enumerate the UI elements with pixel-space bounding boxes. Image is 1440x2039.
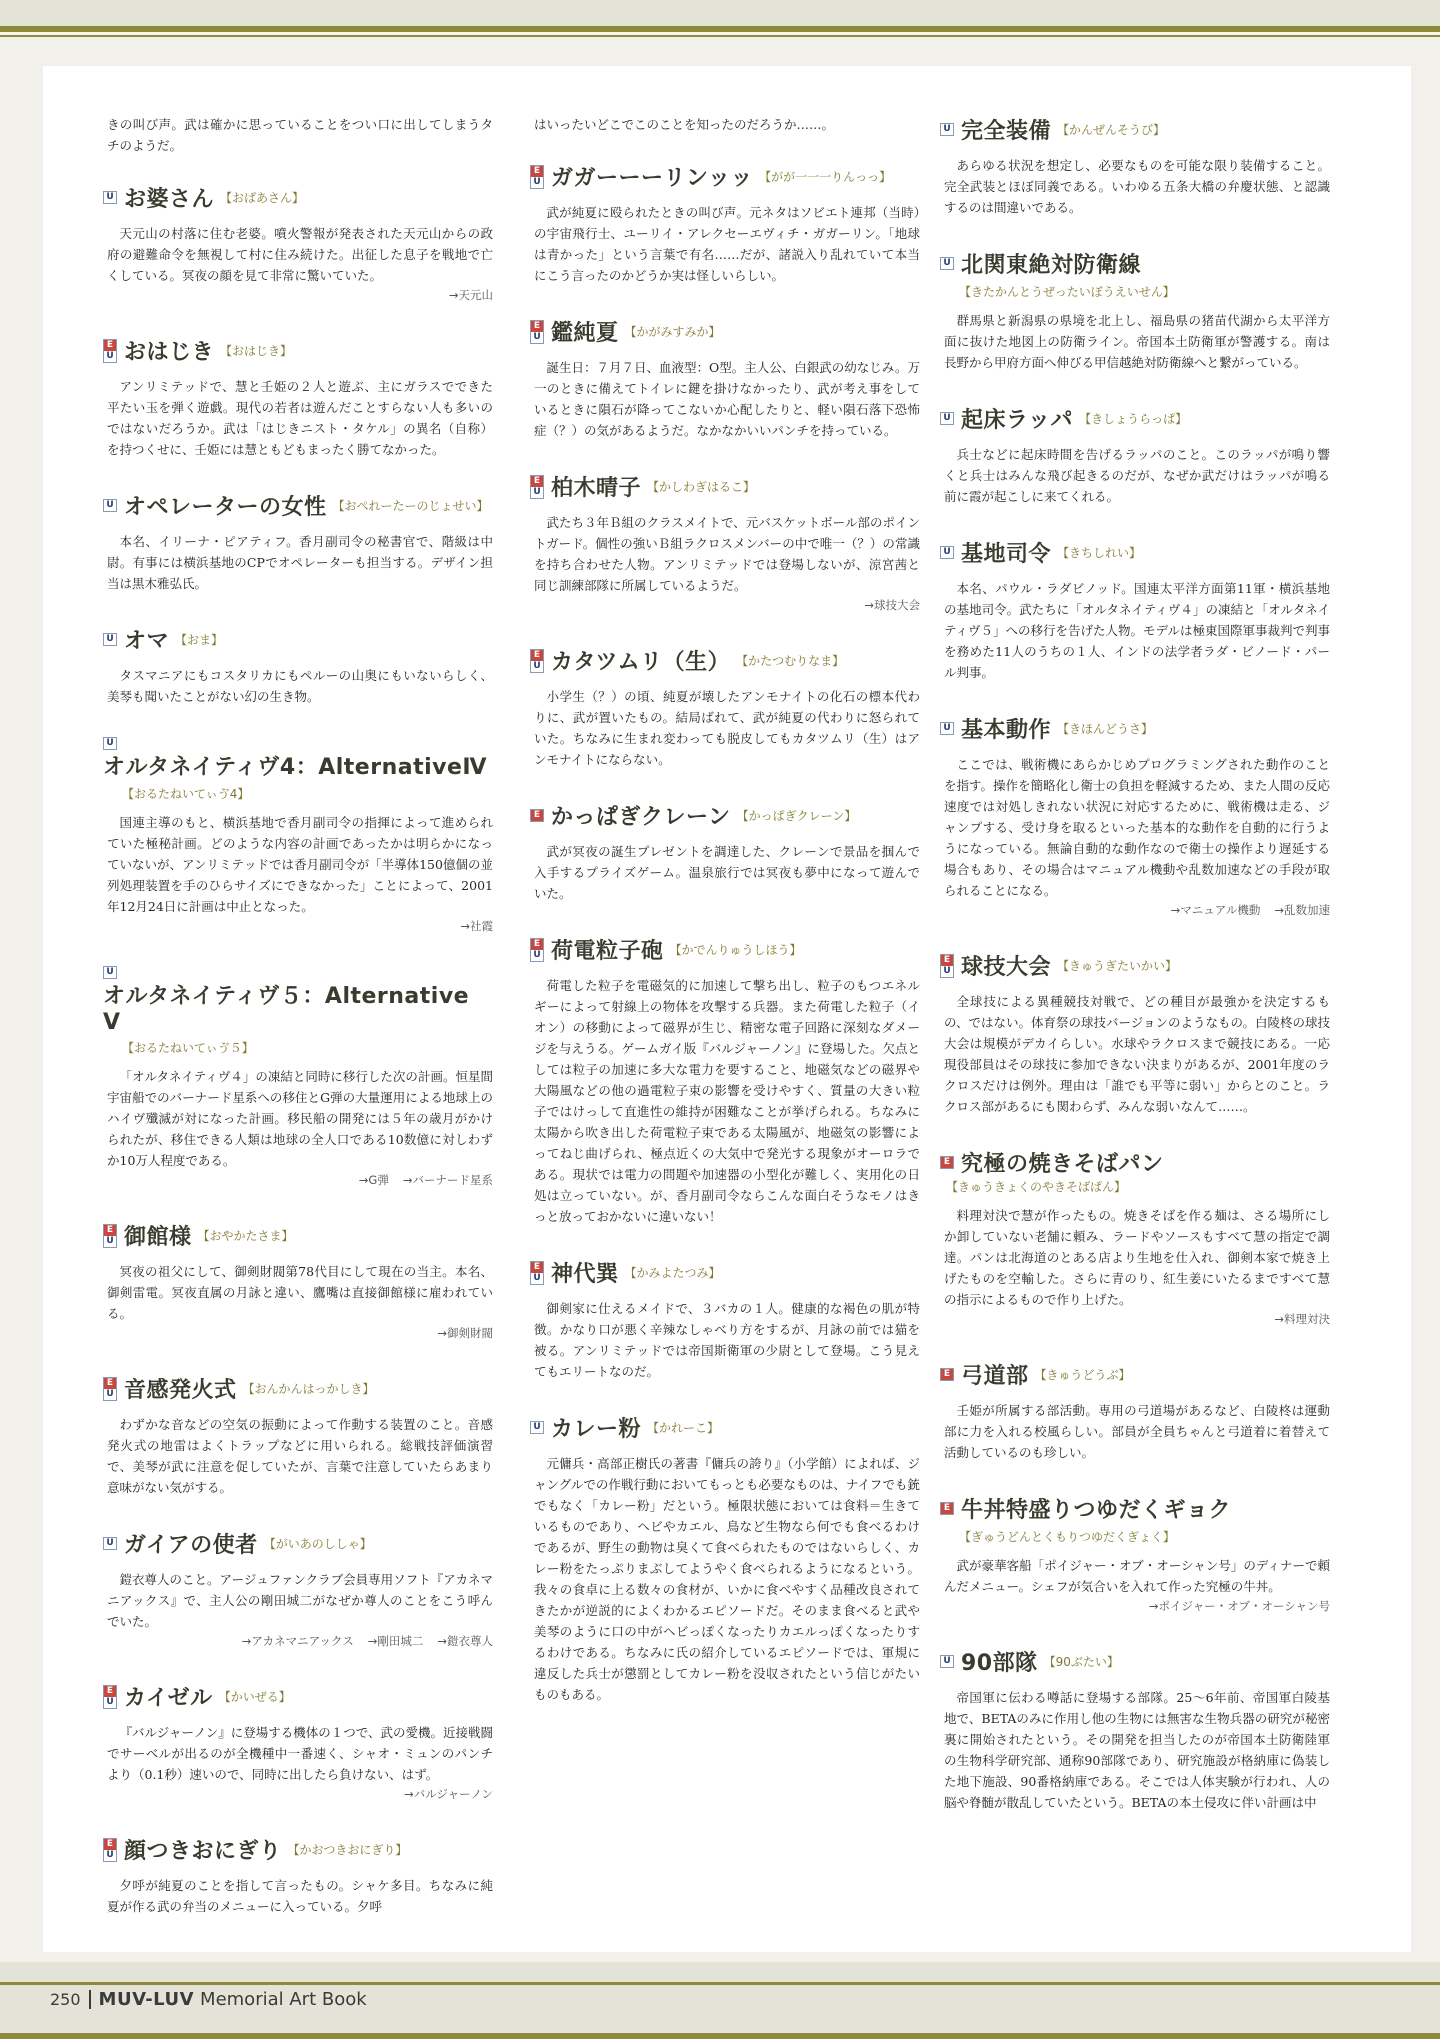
entry-title: ガガーーーリンッッ — [551, 166, 754, 191]
series-badge-icon: U — [103, 191, 117, 204]
entry-reading: 【おぺれーたーのじょせい】 — [332, 499, 489, 513]
page-number: 250 — [50, 1990, 91, 2009]
entry-reading: 【きゅうどうぶ】 — [1034, 1368, 1131, 1382]
entry-reading: 【かっぱぎクレーン】 — [736, 809, 857, 823]
entry-reading: 【かおつきおにぎり】 — [287, 1843, 408, 1857]
entry-title: 神代巽 — [551, 1262, 619, 1287]
entry-header — [103, 1834, 493, 1865]
series-badge-icon: E U — [103, 1224, 117, 1248]
cross-reference-link[interactable]: →バルジャーノン — [404, 1787, 493, 1801]
glossary-entry — [530, 316, 920, 441]
cross-references — [103, 1171, 493, 1190]
entry-body: 群馬県と新潟県の県境を北上し、福島県の猪苗代湖から太平洋方面に抜けた地図上の防衛ライン。帝国本土防衛軍が警護する。南は長野から甲府方面へ伸びる甲信越絶対防衛線へと繋がっている。 — [944, 313, 1330, 370]
glossary-entry — [530, 934, 920, 1227]
glossary-entry — [940, 403, 1330, 507]
entry-reading: 【かでんりゅうしほう】 — [669, 943, 802, 957]
cross-references — [530, 596, 920, 615]
series-badge-icon: E — [940, 1368, 954, 1381]
glossary-entry — [103, 966, 493, 1190]
cross-references — [940, 1597, 1330, 1616]
entry-header — [530, 934, 920, 965]
series-badge-icon: E — [530, 809, 544, 822]
book-brand: MUV-LUV — [98, 1988, 195, 2010]
entry-body: 武が冥夜の誕生プレゼントを調達した、クレーンで景品を掴んで入手するプライズゲーム。温泉旅行では冥夜も夢中になって遊んでいた。 — [534, 844, 920, 901]
entry-body: アンリミテッドで、慧と壬姫の２人と遊ぶ、主にガラスでできた平たい玉を弾く遊戯。現代の若者は遊んだことすらない人も多いのではないだろうか。武は「はじきニスト・タケル」の異名（自称）を持つくせに、壬姫には慧ともどもまったく勝てなかった。 — [107, 379, 493, 457]
entry-body: 誕生日：７月７日、血液型：O型。主人公、白銀武の幼なじみ。万一のときに備えてトイレに鍵を掛けなかったり、武が考え事をしているときに隕石が降ってこないか心配したりと、軽い隕石落下恐怖症（？）の気があるようだ。なかなかいいパンチを持っている。 — [534, 360, 920, 438]
glossary-entry — [940, 1147, 1330, 1329]
series-badge-icon: U — [103, 633, 117, 646]
series-badge-icon: E U — [530, 165, 544, 189]
cross-reference-link[interactable]: →球技大会 — [864, 598, 920, 612]
glossary-entry — [103, 490, 493, 594]
series-badge-icon: E U — [530, 938, 544, 962]
cross-reference-link[interactable]: →天元山 — [448, 288, 493, 302]
entry-title: ガイアの使者 — [124, 1533, 258, 1558]
cross-reference-link[interactable]: →御剣財閥 — [437, 1326, 493, 1340]
glossary-entry — [940, 950, 1330, 1117]
entry-header — [940, 1493, 1330, 1545]
entry-header — [940, 403, 1330, 434]
book-subtitle: Memorial Art Book — [200, 1988, 367, 2010]
series-badge-icon: U — [940, 1655, 954, 1668]
glossary-entry — [530, 1412, 920, 1705]
entry-reading: 【かがみすみか】 — [624, 325, 721, 339]
entry-reading: 【おま】 — [175, 633, 224, 647]
entry-title: 球技大会 — [961, 955, 1052, 980]
entry-reading: 【かたつむりなま】 — [736, 654, 845, 668]
series-badge-icon: E U — [530, 475, 544, 499]
entry-reading: 【おるたねいてぃゔ4】 — [122, 787, 250, 801]
cross-reference-link[interactable]: →社霞 — [460, 919, 493, 933]
entry-reading: 【おるたねいてぃゔ５】 — [122, 1041, 254, 1055]
entry-reading: 【おやかたさま】 — [197, 1229, 294, 1243]
glossary-entry — [103, 1834, 493, 1917]
entry-title: 90部隊 — [961, 1651, 1038, 1676]
entry-title: かっぱぎクレーン — [551, 805, 731, 830]
series-badge-icon: U — [940, 412, 954, 425]
entry-header — [103, 966, 493, 1056]
series-badge-icon: U — [103, 1537, 117, 1550]
entry-title: お婆さん — [124, 187, 215, 212]
glossary-entry — [103, 1373, 493, 1498]
entry-title: カレー粉 — [551, 1417, 642, 1442]
series-badge-icon: E U — [940, 954, 954, 978]
entry-body: 鎧衣尊人のこと。アージュファンクラブ会員専用ソフト『アカネマニアックス』で、主人公の剛田城二がなぜか尊人のことをこう呼んでいた。 — [107, 1572, 494, 1629]
entry-body: はいったいどこでこのことを知ったのだろうか……。 — [534, 117, 835, 132]
series-badge-icon: U — [940, 123, 954, 136]
glossary-entry — [103, 1681, 493, 1804]
series-badge-icon: E U — [530, 1261, 544, 1285]
glossary-entry — [530, 161, 920, 286]
series-badge-icon: U — [940, 546, 954, 559]
entry-reading: 【かしわぎはるこ】 — [647, 480, 756, 494]
series-badge-icon: U — [530, 1421, 544, 1434]
glossary-entry — [940, 1493, 1330, 1616]
cross-reference-link[interactable]: →バーナード星系 — [402, 1173, 493, 1187]
entry-header — [940, 248, 1330, 300]
column-middle — [530, 114, 920, 1735]
entry-header — [103, 737, 493, 802]
glossary-entry — [103, 737, 493, 936]
glossary-entry — [530, 645, 920, 770]
glossary-entry — [103, 1528, 493, 1651]
entry-title: 弓道部 — [961, 1364, 1029, 1389]
entry-title: 音感発火式 — [124, 1378, 237, 1403]
entry-reading: 【がが一一一りんっっ】 — [759, 170, 892, 184]
series-badge-icon: U — [103, 966, 117, 979]
glossary-entry — [103, 624, 493, 707]
entry-header — [940, 1359, 1330, 1390]
entry-title: 基本動作 — [961, 718, 1052, 743]
entry-header — [103, 1373, 493, 1404]
entry-reading: 【おはじき】 — [220, 344, 293, 358]
entry-header — [103, 1528, 493, 1559]
glossary-entry — [103, 335, 493, 460]
entry-reading: 【がいあのししゃ】 — [263, 1537, 372, 1551]
entry-title: 柏木晴子 — [551, 476, 642, 501]
entry-reading: 【きしょうらっぱ】 — [1079, 412, 1188, 426]
entry-reading: 【おばあさん】 — [220, 191, 305, 205]
entry-header — [530, 1257, 920, 1288]
entry-reading: 【かいぜる】 — [218, 1690, 291, 1704]
entry-header — [530, 161, 920, 192]
entry-title: 荷電粒子砲 — [551, 939, 664, 964]
cross-reference-link[interactable]: →G弾 — [358, 1173, 389, 1187]
glossary-entry — [103, 1220, 493, 1343]
entry-body: 兵士などに起床時間を告げるラッパのこと。このラッパが鳴り響くと兵士はみんな飛び起きるのだが、なぜか武だけはラッパが鳴る前に霞が起こしに来てくれる。 — [944, 447, 1330, 504]
glossary-entry — [940, 713, 1330, 920]
entry-body: わずかな音などの空気の振動によって作動する装置のこと。音感発火式の地雷はよくトラップなどに用いられる。総戦技評価演習で、美琴が武に注意を促していたが、言葉で注意していたらあまり意味がない気がする。 — [107, 1417, 493, 1495]
entry-body: 冥夜の祖父にして、御剣財閥第78代目にして現在の当主。本名、御剣雷電。冥夜直属の月詠と違い、鷹嘴は直接御館様に雇われている。 — [107, 1264, 493, 1321]
entry-body: 本名、パウル・ラダビノッド。国連太平洋方面第11軍・横浜基地の基地司令。武たちに「オルタネイティヴ４」の凍結と「オルタネイティヴ５」への移行を告げた人物。モデルは極東国際軍事裁判で判事を務めた11人のうちの１人、インドの法学者ラダ・ビノード・パール判事。 — [944, 581, 1330, 680]
entry-body: 武が純夏に殴られたときの叫び声。元ネタはソビエト連邦（当時）の宇宙飛行士、ユーリイ・アレクセーエヴィチ・ガガーリン。「地球は青かった」という言葉で有名……だが、諸説入り乱れていて本当にこう言ったのかどうか実は怪しいらしい。 — [534, 205, 920, 283]
entry-header — [103, 1220, 493, 1251]
entry-body: タスマニアにもコスタリカにもペルーの山奥にもいないらしく、美琴も聞いたことがない幻の生き物。 — [107, 668, 493, 704]
entry-title: 鑑純夏 — [551, 321, 619, 346]
entry-header — [530, 645, 920, 676]
entry-title: カイゼル — [124, 1686, 213, 1711]
cross-reference-link[interactable]: →乱数加速 — [1274, 903, 1330, 917]
entry-title: おはじき — [124, 340, 215, 365]
entry-title: 御館様 — [124, 1225, 192, 1250]
entry-reading: 【かれーこ】 — [647, 1421, 720, 1435]
entry-title: オペレーターの女性 — [124, 495, 327, 520]
glossary-entry — [530, 471, 920, 615]
entry-title: 究極の焼きそばパン — [961, 1152, 1164, 1177]
entry-body: 本名、イリーナ・ピアティフ。香月副司令の秘書官で、階級は中尉。有事には横浜基地のCPでオペレーターも担当する。デザイン担当は黒木雅弘氏。 — [107, 534, 493, 591]
entry-header — [940, 1646, 1330, 1677]
entry-title: 顔つきおにぎり — [124, 1839, 282, 1864]
series-badge-icon: E U — [530, 649, 544, 673]
entry-title: オルタネイティヴ５：Alternative Ⅴ — [103, 984, 470, 1035]
entry-body: 料理対決で慧が作ったもの。焼きそばを作る麺は、さる場所にしか卸していない老舗に頼み、ラードやソースもすべて慧の指定で調達。パンは北海道のとある店より生地を仕入れ、御剣本家で焼き上げたものを空輸した。さらに青のり、紅生姜にいたるまですべて慧の指示によるもので作り上げた。 — [944, 1208, 1330, 1307]
entry-header — [103, 624, 493, 655]
entry-title: 完全装備 — [961, 119, 1052, 144]
cross-references — [940, 901, 1330, 920]
cross-reference-link[interactable]: →料理対決 — [1274, 1312, 1330, 1326]
entry-title: オルタネイティヴ4：AlternativeⅣ — [103, 755, 488, 780]
cross-reference-link[interactable]: →ポイジャー・オブ・オーシャン号 — [1148, 1599, 1330, 1613]
glossary-entry — [530, 1257, 920, 1382]
entry-body: あらゆる状況を想定し、必要なものを可能な限り装備すること。完全武装とほぼ同義である。いわゆる五条大橋の弁慶状態、と認識するのは間違いである。 — [944, 158, 1330, 215]
glossary-entry — [940, 1646, 1330, 1813]
series-badge-icon: U — [940, 257, 954, 270]
entry-body: 『バルジャーノン』に登場する機体の１つで、武の愛機。近接戦闘でサーベルが出るのが全機種中一番速く、シャオ・ミュンのパンチより（0.1秒）速いので、同時に出したら負けない、はず。 — [107, 1725, 493, 1782]
entry-header — [530, 800, 920, 831]
page-footer — [50, 1986, 367, 2012]
glossary-entry — [940, 1359, 1330, 1463]
entry-reading: 【ぎゅうどんとくもりつゆだくぎょく】 — [959, 1530, 1176, 1544]
cross-reference-link[interactable]: →剛田城二 — [367, 1634, 424, 1648]
series-badge-icon: E U — [103, 1838, 117, 1862]
cross-references — [103, 917, 493, 936]
entry-reading: 【きほんどうさ】 — [1057, 722, 1154, 736]
entry-title: 北関東絶対防衛線 — [961, 253, 1142, 278]
entry-header — [530, 316, 920, 347]
page-content — [43, 66, 1411, 1952]
entry-title: カタツムリ（生） — [551, 650, 731, 675]
entry-reading: 【90ぶたい】 — [1043, 1655, 1119, 1669]
entry-reading: 【きたかんとうぜったいぼうえいせん】 — [959, 285, 1175, 299]
series-badge-icon: E — [940, 1502, 954, 1515]
entry-body: きの叫び声。武は確かに思っていることをつい口に出してしまうタチのようだ。 — [107, 117, 493, 153]
glossary-entry — [940, 114, 1330, 218]
entry-header — [940, 713, 1330, 744]
series-badge-icon: E U — [103, 1377, 117, 1401]
series-badge-icon: E U — [103, 1685, 117, 1709]
entry-header — [103, 1681, 493, 1712]
entry-body: 御剣家に仕えるメイドで、３バカの１人。健康的な褐色の肌が特徴。かなり口が悪く辛辣なしゃべり方をするが、月詠の前では猫を被る。アンリミテッドでは帝国斯衛軍の少尉として登場。こう見えてもエリートなのだ。 — [534, 1301, 920, 1379]
entry-body: 武たち３年Ｂ組のクラスメイトで、元バスケットボール部のポイントガード。個性の強いＢ組ラクロスメンバーの中で唯一（？）の常識を持ち合わせた人物。アンリミテッドでは登場しないが、涼宮茜と同じ訓練部隊に所属しているようだ。 — [534, 515, 920, 593]
entry-body: 壬姫が所属する部活動。専用の弓道場があるなど、白陵柊は運動部に力を入れる校風らしい。部員が全員ちゃんと弓道着に着替えて活動しているのも珍しい。 — [944, 1403, 1330, 1460]
entry-header — [940, 537, 1330, 568]
top-border — [0, 0, 1440, 44]
series-badge-icon: U — [103, 737, 117, 750]
entry-body: 全球技による異種競技対戦で、どの種目が最強かを決定するもの、ではない。体育祭の球技バージョンのようなもの。白陵柊の球技大会は規模がデカイらしい。水球やラクロスまで競技にある。一応現役部員はその球技に参加できない決まりがあるが、2001年度のラクロスだけは例外。理由は「誰でも平等に弱い」からとのこと。ラクロス部があるにも関わらず、みんな弱いなんて……。 — [944, 994, 1331, 1114]
series-badge-icon: U — [103, 499, 117, 512]
entry-header — [103, 182, 493, 213]
column-right — [940, 114, 1330, 1843]
entry-reading: 【きゅうぎたいかい】 — [1057, 959, 1178, 973]
entry-header — [940, 114, 1330, 145]
entry-body: 夕呼が純夏のことを指して言ったもの。シャケ多目。ちなみに純夏が作る武の弁当のメニューに入っている。夕呼 — [107, 1878, 493, 1914]
entry-body: 小学生（？）の頃、純夏が壊したアンモナイトの化石の標本代わりに、武が置いたもの。結局ばれて、武が純夏の代わりに怒られていた。ちなみに生まれ変わっても脱皮してもカタツムリ（生）はアンモナイトにならない。 — [534, 689, 920, 767]
cross-reference-link[interactable]: →鎧衣尊人 — [437, 1634, 493, 1648]
entry-body: 荷電した粒子を電磁気的に加速して撃ち出し、粒子のもつエネルギーによって射線上の物体を攻撃する兵器。また荷電した粒子（イオン）の移動によって磁界が生じ、精密な電子回路に深刻なダメージを与えうる。ゲームガイ版『バルジャーノン』に登場した。欠点としては粒子の加速に多大な電力を要すること、地磁気などの磁界や大陽風などの他の過電粒子束の影響を受けやすく、質量の大きい粒子ではけっして直進性の維持が困難なことが挙げられる。ちなみに太陽から吹き出した荷電粒子束である太陽風が、地磁気の影響によってねじ曲げられ、極点近くの大気中で発光する現象がオーロラである。現状では電力の問題や加速器の小型化が難しく、実用化の日処は立っていない。が、香月副司令ならこんな面白そうなモノはきっと放っておかないに違いない！ — [534, 978, 920, 1224]
cross-references — [103, 286, 493, 305]
entry-body: ここでは、戦術機にあらかじめプログラミングされた動作のことを指す。操作を簡略化し衛士の負担を軽減するため、また人間の反応速度では対処しきれない状況に対応するために、戦術機は走る、ジャンプする、受け身を取るといった基本的な動作を自動的に行うようになっている。無論自動的な動作なので衛士の操作より遅延する場合もあり、その場合はマニュアル機動や乱数加速などの手段が取られることになる。 — [944, 757, 1331, 898]
glossary-entry — [940, 537, 1330, 683]
series-badge-icon: E U — [103, 339, 117, 363]
entry-body: 国連主導のもと、横浜基地で香月副司令の指揮によって進められていた極秘計画。どのような内容の計画であったかは明らかになっていないが、アンリミテッドでは香月副司令が「半導体150億個の並列処理装置を手のひらサイズにできなかった」ことによって、2001年12月24日に計画は中止となった。 — [107, 815, 493, 914]
entry-body: 武が豪華客船「ポイジャー・オブ・オーシャン号」のディナーで頼んだメニュー。シェフが気合いを入れて作った究極の牛丼。 — [944, 1558, 1330, 1594]
cross-references — [940, 1310, 1330, 1329]
entry-reading: 【かみよたつみ】 — [624, 1266, 721, 1280]
series-badge-icon: U — [940, 722, 954, 735]
entry-title: 起床ラッパ — [961, 408, 1074, 433]
entry-title: 基地司令 — [961, 542, 1052, 567]
entry-body: 帝国軍に伝わる噂話に登場する部隊。25～6年前、帝国軍白陵基地で、BETAのみに作用し他の生物には無害な生物兵器の研究が秘密裏に開始されたという。その開発を担当したのが帝国本土防衛陸軍の生物科学研究部、通称90部隊であり、研究施設が格納庫に偽装した地下施設、90番格納庫である。そこでは人体実験が行われ、人の脳や脊髄が散乱していたという。BETAの本土侵攻に伴い計画は中 — [944, 1690, 1330, 1810]
cross-reference-link[interactable]: →マニュアル機動 — [1170, 903, 1261, 917]
entry-header — [530, 1412, 920, 1443]
continued-text — [530, 114, 920, 135]
continued-text — [103, 114, 493, 156]
cross-reference-link[interactable]: →アカネマニアックス — [241, 1634, 354, 1648]
glossary-entry — [530, 800, 920, 904]
entry-reading: 【きちしれい】 — [1057, 546, 1142, 560]
entry-header — [103, 490, 493, 521]
entry-reading: 【きゅうきょくのやきそばぱん】 — [946, 1180, 1127, 1194]
glossary-entry — [940, 248, 1330, 373]
entry-title: オマ — [124, 629, 170, 654]
cross-references — [103, 1324, 493, 1343]
entry-body: 天元山の村落に住む老婆。噴火警報が発表された天元山からの政府の避難命令を無視して村に住み続けた。出征した息子を戦地で亡くしている。冥夜の顔を見て非常に驚いていた。 — [107, 226, 493, 283]
entry-reading: 【おんかんはっかしき】 — [242, 1382, 375, 1396]
glossary-entry — [103, 182, 493, 305]
entry-header — [940, 1147, 1330, 1195]
column-left — [103, 114, 493, 1947]
entry-body: 元傭兵・高部正樹氏の著書『傭兵の誇り』（小学館）によれば、ジャングルでの作戦行動においてもっとも必要なものは、ナイフでも銃でもなく「カレー粉」だという。極限状態においては食料＝生きているものであり、ヘビやカエル、鳥など生物なら何でも食べるわけであるが、野生の動物は臭くて食べられたものではないらしく、カレー粉をたっぷりまぶしてようやく食べられるようになるという。我々の食卓に上る数々の食材が、いかに食べやすく品種改良されてきたかが逆説的によくわかるエピソードだ。そのまま食べると武や美琴のように口の中がヘビっぽくなったりカエルっぽくなったりするわけである。ちなみに氏の紹介しているエピソードでは、軍規に違反した兵士が懲罰としてカレー粉を没収されたという信じがたいものもある。 — [534, 1456, 921, 1702]
entry-title: 牛丼特盛りつゆだくギョク — [961, 1498, 1232, 1523]
entry-header — [103, 335, 493, 366]
series-badge-icon: E — [940, 1156, 954, 1169]
entry-body: 「オルタネイティヴ４」の凍結と同時に移行した次の計画。恒星間宇宙船でのバーナード星系への移住とG弾の大量運用による地球上のハイヴ殲滅が対になった計画。移民船の開発には５年の歳月がかけられたが、移住できる人類は地球の全人口である10数億に対しわずか10万人程度である。 — [107, 1069, 493, 1168]
cross-references — [103, 1632, 493, 1651]
cross-references — [103, 1785, 493, 1804]
entry-header — [530, 471, 920, 502]
entry-header — [940, 950, 1330, 981]
series-badge-icon: E U — [530, 320, 544, 344]
entry-reading: 【かんぜんそうび】 — [1057, 123, 1166, 137]
